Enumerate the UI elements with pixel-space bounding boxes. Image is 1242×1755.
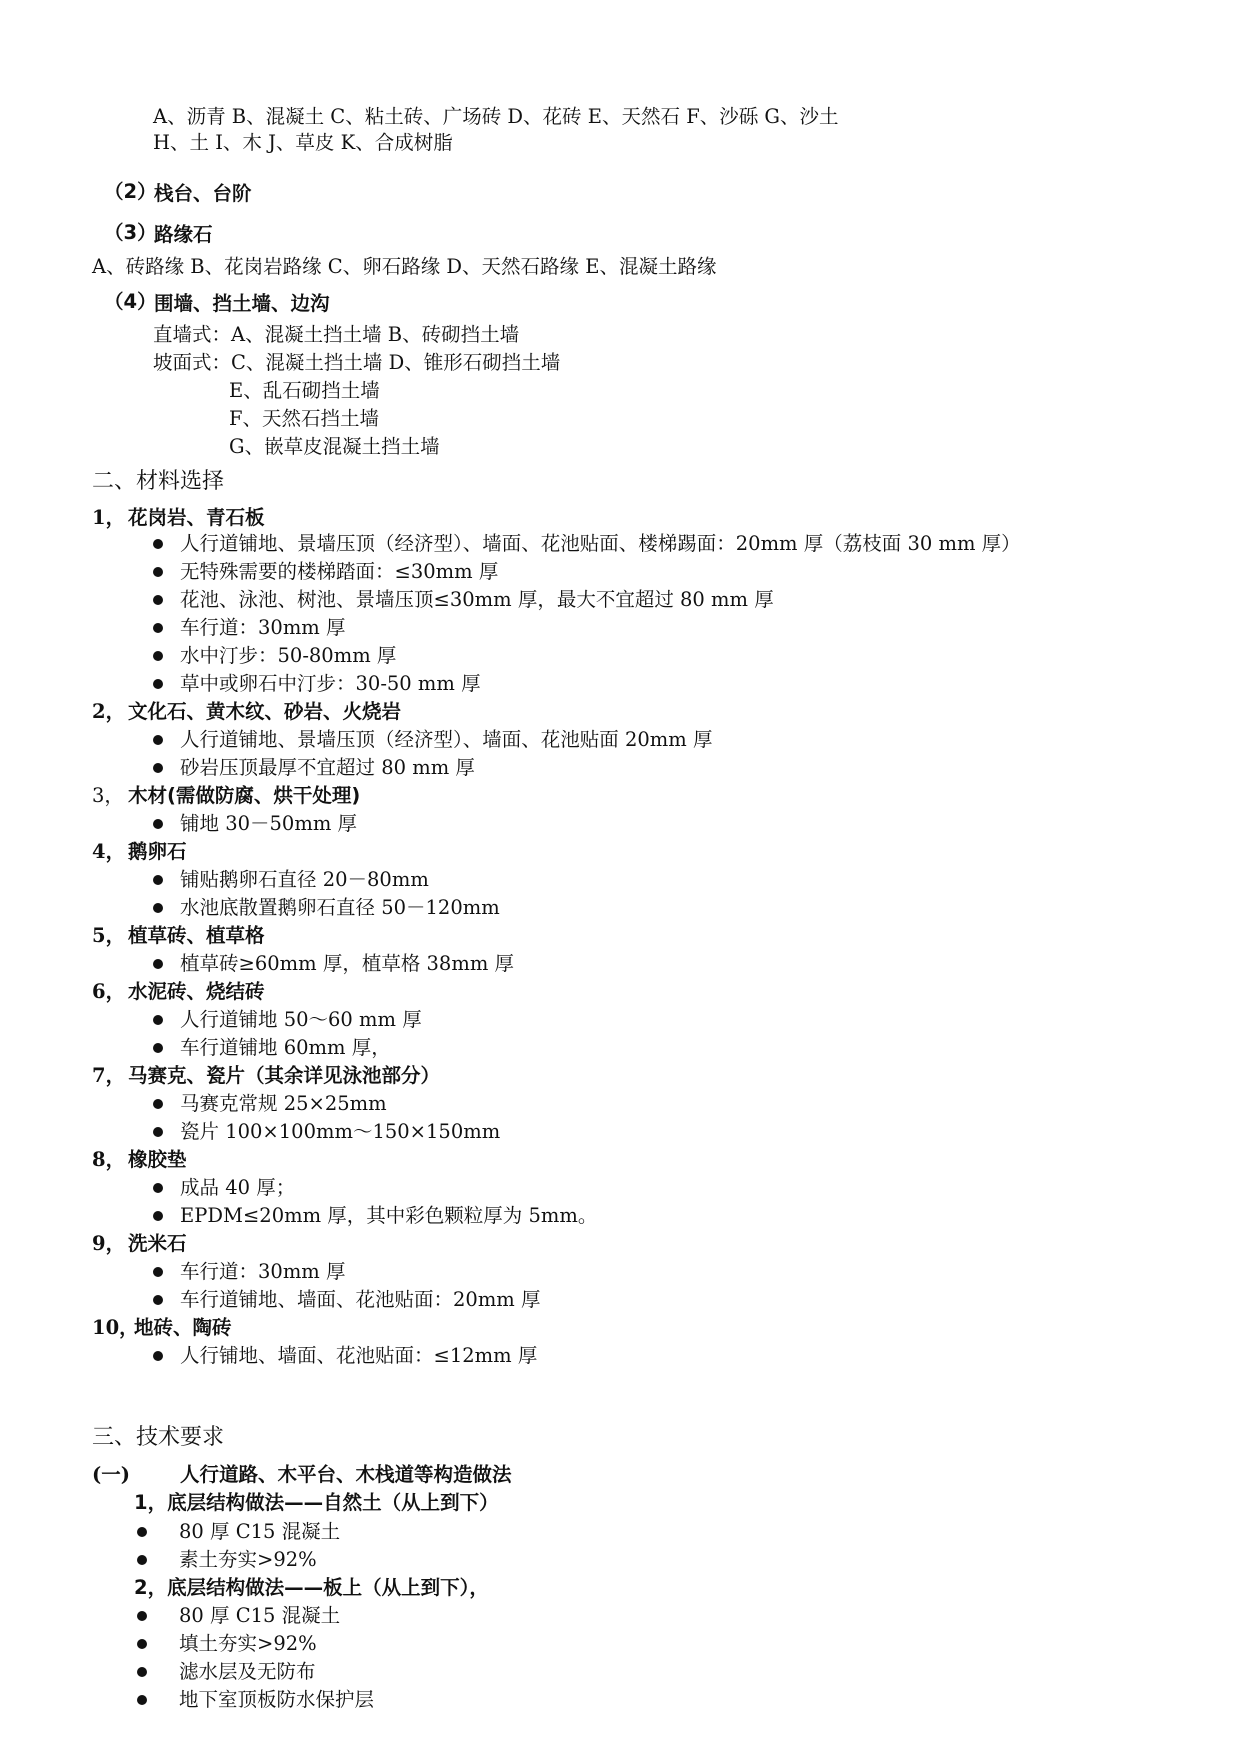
bullet-icon: [153, 1267, 163, 1277]
bullet-icon: [153, 1127, 163, 1137]
technical-1-title: 人行道路、木平台、木栈道等构造做法: [180, 1463, 512, 1486]
bullet-icon: [153, 1295, 163, 1305]
bullet-icon: [153, 679, 163, 689]
material-2-item: 人行道铺地、景墙压顶（经济型）、墙面、花池贴面 20mm 厚: [180, 728, 713, 751]
material-1-item: 无特殊需要的楼梯踏面：≤30mm 厚: [180, 560, 499, 583]
bullet-icon: [153, 1099, 163, 1109]
material-4-item: 铺贴鹅卵石直径 20－80mm: [180, 868, 429, 891]
technical-1-sub-1-item: 素土夯实>92%: [179, 1548, 317, 1571]
subsection-3-number: （3）: [104, 221, 157, 244]
material-3-title: 木材(需做防腐、烘干处理): [128, 784, 361, 807]
material-list-line-2: H、土 I、木 J、草皮 K、合成树脂: [153, 131, 453, 154]
technical-1-sub-2-item: 地下室顶板防水保护层: [179, 1688, 375, 1711]
bullet-icon: [137, 1555, 147, 1565]
material-9-number: 9，: [92, 1232, 126, 1255]
curb-list: A、砖路缘 B、花岗岩路缘 C、卵石路缘 D、天然石路缘 E、混凝土路缘: [92, 255, 717, 278]
material-9-item: 车行道：30mm 厚: [180, 1260, 346, 1283]
wall-line-1: 直墙式：A、混凝土挡土墙 B、砖砌挡土墙: [153, 323, 520, 346]
material-4-number: 4，: [92, 840, 126, 863]
technical-1-subheading-2: 2，底层结构做法——板上（从上到下），: [134, 1576, 489, 1599]
material-6-item: 人行道铺地 50～60 mm 厚: [180, 1008, 422, 1031]
subsection-4-title: 围墙、挡土墙、边沟: [154, 292, 330, 315]
material-6-item: 车行道铺地 60mm 厚，: [180, 1036, 391, 1059]
technical-1-sub-2-item: 填土夯实>92%: [179, 1632, 317, 1655]
bullet-icon: [153, 567, 163, 577]
material-2-item: 砂岩压顶最厚不宜超过 80 mm 厚: [180, 756, 475, 779]
technical-1-sub-1-item: 80 厚 C15 混凝土: [179, 1520, 341, 1543]
bullet-icon: [153, 595, 163, 605]
technical-1-subheading-1: 1，底层结构做法——自然土（从上到下）: [134, 1491, 499, 1514]
bullet-icon: [153, 1351, 163, 1361]
material-1-number: 1，: [92, 506, 126, 529]
section-3-heading: 三、技术要求: [92, 1425, 225, 1450]
wall-line-2: 坡面式：C、混凝土挡土墙 D、锥形石砌挡土墙: [153, 351, 561, 374]
bullet-icon: [137, 1667, 147, 1677]
wall-line-5: G、嵌草皮混凝土挡土墙: [229, 435, 440, 458]
material-9-title: 洗米石: [128, 1232, 187, 1255]
material-2-number: 2，: [92, 700, 126, 723]
material-7-item: 瓷片 100×100mm～150×150mm: [180, 1120, 501, 1143]
material-7-item: 马赛克常规 25×25mm: [180, 1092, 387, 1115]
material-3-item: 铺地 30－50mm 厚: [180, 812, 358, 835]
material-10-title: 地砖、陶砖: [134, 1316, 232, 1339]
material-4-title: 鹅卵石: [128, 840, 187, 863]
bullet-icon: [153, 1183, 163, 1193]
material-7-title: 马赛克、瓷片（其余详见泳池部分）: [128, 1064, 441, 1087]
technical-1-sub-2-item: 滤水层及无防布: [179, 1660, 316, 1683]
subsection-2-title: 栈台、台阶: [154, 182, 252, 205]
material-6-title: 水泥砖、烧结砖: [128, 980, 265, 1003]
material-9-item: 车行道铺地、墙面、花池贴面：20mm 厚: [180, 1288, 541, 1311]
material-8-item: EPDM≤20mm 厚，其中彩色颗粒厚为 5mm。: [180, 1204, 598, 1227]
material-10-number: 10，: [92, 1316, 139, 1339]
subsection-4-number: （4）: [104, 290, 157, 313]
material-1-item: 车行道：30mm 厚: [180, 616, 346, 639]
bullet-icon: [153, 1015, 163, 1025]
material-10-item: 人行铺地、墙面、花池贴面：≤12mm 厚: [180, 1344, 538, 1367]
material-8-title: 橡胶垫: [128, 1148, 187, 1171]
technical-1-number: (一): [92, 1463, 130, 1486]
wall-line-3: E、乱石砌挡土墙: [229, 379, 380, 402]
bullet-icon: [153, 903, 163, 913]
bullet-icon: [153, 819, 163, 829]
material-2-title: 文化石、黄木纹、砂岩、火烧岩: [128, 700, 402, 723]
material-1-item: 水中汀步：50-80mm 厚: [180, 644, 397, 667]
technical-1-sub-2-item: 80 厚 C15 混凝土: [179, 1604, 341, 1627]
material-5-item: 植草砖≥60mm 厚，植草格 38mm 厚: [180, 952, 515, 975]
material-8-number: 8，: [92, 1148, 126, 1171]
bullet-icon: [153, 1043, 163, 1053]
material-3-number: 3，: [92, 784, 124, 807]
bullet-icon: [137, 1527, 147, 1537]
material-1-item: 花池、泳池、树池、景墙压顶≤30mm 厚，最大不宜超过 80 mm 厚: [180, 588, 774, 611]
wall-line-4: F、天然石挡土墙: [229, 407, 380, 430]
subsection-3-title: 路缘石: [154, 223, 213, 246]
bullet-icon: [153, 623, 163, 633]
material-8-item: 成品 40 厚；: [180, 1176, 296, 1199]
material-1-item: 人行道铺地、景墙压顶（经济型）、墙面、花池贴面、楼梯踢面：20mm 厚（荔枝面 30 mm 厚）: [180, 532, 1021, 555]
section-2-heading: 二、材料选择: [92, 469, 225, 494]
material-5-title: 植草砖、植草格: [128, 924, 265, 947]
material-1-title: 花岗岩、青石板: [128, 506, 265, 529]
material-4-item: 水池底散置鹅卵石直径 50－120mm: [180, 896, 500, 919]
bullet-icon: [137, 1695, 147, 1705]
bullet-icon: [153, 875, 163, 885]
material-6-number: 6，: [92, 980, 126, 1003]
subsection-2-number: （2）: [104, 180, 157, 203]
material-5-number: 5，: [92, 924, 126, 947]
bullet-icon: [153, 763, 163, 773]
bullet-icon: [153, 1211, 163, 1221]
material-list-line-1: A、沥青 B、混凝土 C、粘土砖、广场砖 D、花砖 E、天然石 F、沙砾 G、沙土: [153, 105, 839, 128]
bullet-icon: [137, 1639, 147, 1649]
bullet-icon: [153, 959, 163, 969]
material-7-number: 7，: [92, 1064, 126, 1087]
bullet-icon: [153, 735, 163, 745]
bullet-icon: [137, 1611, 147, 1621]
bullet-icon: [153, 539, 163, 549]
material-1-item: 草中或卵石中汀步：30-50 mm 厚: [180, 672, 481, 695]
bullet-icon: [153, 651, 163, 661]
